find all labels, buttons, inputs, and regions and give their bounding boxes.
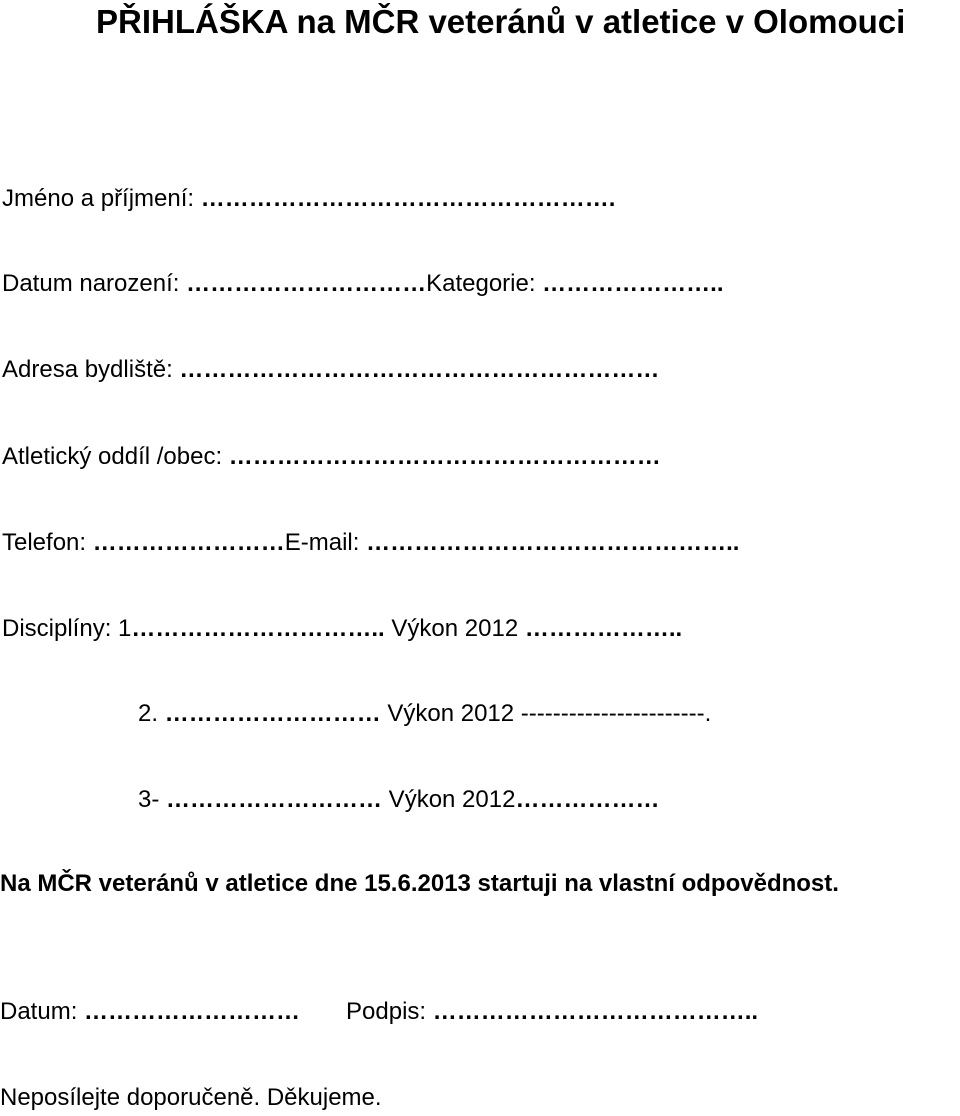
- discipline-1-number: 1: [118, 615, 132, 642]
- address-fill: ……………………………………………………: [179, 356, 660, 383]
- discipline-2-fill: ………………………: [164, 700, 381, 727]
- date-signature-row: [0, 997, 758, 1027]
- signature-fill: …………………………………..: [432, 998, 759, 1025]
- club-fill: ………………………………………………: [228, 443, 661, 470]
- discipline-row-2: [138, 699, 711, 729]
- disciplines-label: Disciplíny:: [2, 615, 119, 642]
- footer-note: Neposílejte doporučeně. Děkujeme.: [0, 1084, 382, 1111]
- address-label: Adresa bydliště:: [2, 356, 180, 383]
- discipline-row-1: [2, 614, 682, 644]
- form-title: PŘIHLÁŠKA na MČR veteránů v atletice v Olomouci: [96, 3, 906, 40]
- address-row: [2, 355, 659, 385]
- name-row: [2, 184, 615, 214]
- birth-fill: …………………………: [186, 270, 427, 297]
- discipline-1-performance-label: Výkon 2012: [384, 615, 525, 642]
- discipline-3-performance-fill: ………………: [515, 786, 660, 813]
- name-fill: …………………………………………….: [200, 185, 616, 212]
- discipline-1-performance-fill: ………………..: [524, 615, 683, 642]
- statement: Na MČR veteránů v atletice dne 15.6.2013 startuji na vlastní odpovědnost.: [0, 870, 839, 897]
- date-label: Datum:: [0, 998, 85, 1025]
- discipline-3-number: 3-: [138, 786, 167, 813]
- category-label: Kategorie:: [426, 270, 543, 297]
- phone-fill: ……………………: [92, 529, 285, 556]
- category-fill: …………………..: [542, 270, 724, 297]
- discipline-2-number: 2.: [138, 700, 165, 727]
- discipline-1-fill: …………………………..: [131, 615, 385, 642]
- date-fill: ………………………: [84, 998, 301, 1025]
- phone-row: [2, 528, 739, 558]
- club-row: [2, 442, 661, 472]
- club-label: Atletický oddíl /obec:: [2, 443, 229, 470]
- discipline-2-performance-fill: -----------------------.: [520, 700, 712, 727]
- email-fill: ………………………………………..: [366, 529, 740, 556]
- discipline-row-3: [138, 785, 659, 815]
- discipline-3-performance-label: Výkon 2012: [382, 786, 516, 813]
- birth-row: [2, 269, 724, 299]
- discipline-3-fill: ………………………: [166, 786, 383, 813]
- name-label: Jméno a příjmení:: [2, 185, 201, 212]
- birth-label: Datum narození:: [2, 270, 187, 297]
- discipline-2-performance-label: Výkon 2012: [380, 700, 521, 727]
- email-label: E-mail:: [284, 529, 367, 556]
- signature-label: Podpis:: [346, 998, 433, 1025]
- phone-label: Telefon:: [2, 529, 93, 556]
